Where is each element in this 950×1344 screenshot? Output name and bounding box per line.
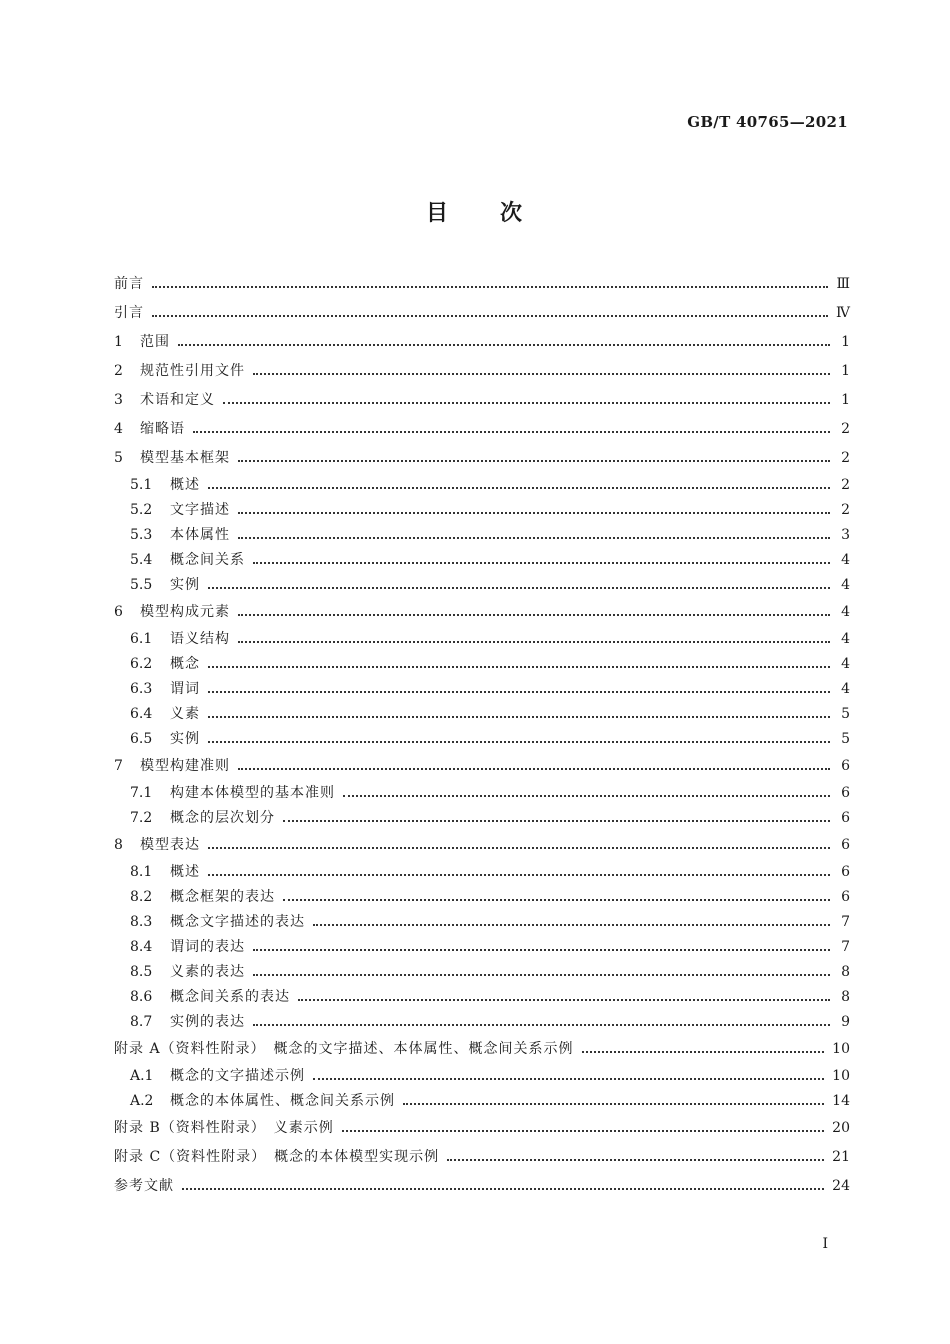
- toc-entry-label: 规范性引用文件: [140, 363, 245, 379]
- toc-entry-page: 6: [841, 837, 850, 853]
- toc-entry[interactable]: [114, 1010, 850, 1035]
- toc-entry-number: 2: [114, 363, 123, 379]
- toc-entry-number: 7: [114, 758, 123, 774]
- toc-dot-leader: [253, 372, 830, 375]
- toc-entry-label: 附录 A（资料性附录） 概念的文字描述、本体属性、概念间关系示例: [114, 1041, 574, 1057]
- toc-entry-label: 概念文字描述的表达: [170, 914, 305, 930]
- toc-entry[interactable]: [114, 357, 850, 386]
- toc-entry[interactable]: [114, 415, 850, 444]
- toc-entry-number: 3: [114, 392, 123, 408]
- toc-entry-page: 14: [832, 1093, 850, 1109]
- toc-entry-label: 缩略语: [140, 421, 185, 437]
- toc-entry-label: 实例的表达: [170, 1014, 245, 1030]
- toc-entry-number: 6.5: [130, 731, 153, 747]
- toc-entry-page: 1: [841, 392, 850, 408]
- toc-entry[interactable]: [114, 1114, 850, 1143]
- toc-entry-label: 义素的表达: [170, 964, 245, 980]
- toc-entry-number: 6.4: [130, 706, 153, 722]
- toc-entry[interactable]: [114, 752, 850, 781]
- toc-entry[interactable]: [114, 1143, 850, 1172]
- toc-dot-leader: [283, 819, 830, 822]
- toc-dot-leader: [238, 613, 830, 616]
- page-number: I: [822, 1236, 828, 1252]
- toc-entry-page: 7: [841, 939, 850, 955]
- toc-entry-number: 8: [114, 837, 123, 853]
- toc-entry[interactable]: [114, 627, 850, 652]
- toc-entry-page: 3: [841, 527, 850, 543]
- toc-entry-page: 24: [832, 1178, 850, 1194]
- toc-entry-label: 实例: [170, 731, 200, 747]
- toc-entry[interactable]: [114, 806, 850, 831]
- toc-entry-label: 概念间关系的表达: [170, 989, 290, 1005]
- toc-entry-number: 8.2: [130, 889, 153, 905]
- toc-dot-leader: [447, 1158, 824, 1161]
- toc-entry-page: 2: [841, 502, 850, 518]
- toc-entry-page: 7: [841, 914, 850, 930]
- toc-entry-label: 模型表达: [140, 837, 200, 853]
- toc-dot-leader: [208, 715, 830, 718]
- toc-entry-page: 6: [841, 785, 850, 801]
- toc-dot-leader: [208, 740, 830, 743]
- toc-dot-leader: [313, 923, 830, 926]
- toc-dot-leader: [208, 486, 830, 489]
- toc-entry-page: 2: [841, 477, 850, 493]
- toc-entry-page: 8: [841, 989, 850, 1005]
- toc-entry[interactable]: [114, 548, 850, 573]
- toc-dot-leader: [253, 561, 830, 564]
- toc-entry[interactable]: [114, 960, 850, 985]
- toc-entry-label: 谓词的表达: [170, 939, 245, 955]
- toc-entry-page: 4: [841, 631, 850, 647]
- table-of-contents: [114, 270, 850, 1201]
- toc-dot-leader: [152, 285, 828, 288]
- toc-entry-page: 20: [832, 1120, 850, 1136]
- toc-entry[interactable]: [114, 727, 850, 752]
- toc-dot-leader: [313, 1077, 824, 1080]
- toc-entry[interactable]: [114, 1172, 850, 1201]
- toc-dot-leader: [208, 665, 830, 668]
- toc-entry-page: 6: [841, 810, 850, 826]
- toc-dot-leader: [253, 1023, 830, 1026]
- toc-entry-label: 附录 B（资料性附录） 义素示例: [114, 1120, 334, 1136]
- toc-entry-label: 文字描述: [170, 502, 230, 518]
- toc-entry[interactable]: [114, 444, 850, 473]
- toc-entry[interactable]: [114, 1035, 850, 1064]
- toc-entry[interactable]: [114, 598, 850, 627]
- toc-dot-leader: [208, 586, 830, 589]
- toc-entry-number: 7.2: [130, 810, 153, 826]
- toc-entry-label: 附录 C（资料性附录） 概念的本体模型实现示例: [114, 1149, 440, 1165]
- toc-entry-label: 概念的层次划分: [170, 810, 275, 826]
- toc-entry[interactable]: [114, 328, 850, 357]
- toc-dot-leader: [193, 430, 830, 433]
- toc-dot-leader: [403, 1102, 824, 1105]
- toc-entry-page: 2: [841, 421, 850, 437]
- toc-entry[interactable]: [114, 935, 850, 960]
- toc-entry-number: 6.1: [130, 631, 153, 647]
- toc-entry-number: 6: [114, 604, 123, 620]
- toc-entry-number: A.2: [130, 1093, 154, 1109]
- toc-dot-leader: [342, 1129, 824, 1132]
- toc-entry-number: 8.5: [130, 964, 153, 980]
- toc-entry-label: 概念: [170, 656, 200, 672]
- toc-entry-number: 7.1: [130, 785, 153, 801]
- toc-entry-number: 5.3: [130, 527, 153, 543]
- toc-entry-label: 模型构建准则: [140, 758, 230, 774]
- toc-entry-label: 概念间关系: [170, 552, 245, 568]
- toc-entry-page: 10: [832, 1041, 850, 1057]
- toc-entry-page: 5: [841, 731, 850, 747]
- toc-entry-number: 8.3: [130, 914, 153, 930]
- toc-entry[interactable]: [114, 781, 850, 806]
- toc-dot-leader: [238, 511, 830, 514]
- toc-entry[interactable]: [114, 1089, 850, 1114]
- toc-entry-page: 2: [841, 450, 850, 466]
- toc-entry-page: 1: [841, 363, 850, 379]
- title-part-1: 目: [425, 201, 450, 226]
- toc-entry-label: 术语和定义: [140, 392, 215, 408]
- toc-entry[interactable]: [114, 473, 850, 498]
- toc-dot-leader: [298, 998, 830, 1001]
- toc-entry[interactable]: [114, 831, 850, 860]
- toc-entry-page: 4: [841, 604, 850, 620]
- toc-entry[interactable]: [114, 498, 850, 523]
- toc-entry-page: 4: [841, 552, 850, 568]
- toc-dot-leader: [582, 1050, 825, 1053]
- toc-dot-leader: [238, 767, 830, 770]
- toc-entry-label: 范围: [140, 334, 170, 350]
- toc-entry-page: 1: [841, 334, 850, 350]
- toc-dot-leader: [238, 459, 830, 462]
- toc-dot-leader: [253, 948, 830, 951]
- toc-entry[interactable]: [114, 573, 850, 598]
- standard-number: GB/T 40765—2021: [687, 113, 848, 131]
- toc-entry-number: 5.1: [130, 477, 153, 493]
- toc-entry-number: 8.7: [130, 1014, 153, 1030]
- toc-entry[interactable]: [114, 702, 850, 727]
- toc-entry-label: 语义结构: [170, 631, 230, 647]
- toc-entry-label: 本体属性: [170, 527, 230, 543]
- toc-entry-number: 5: [114, 450, 123, 466]
- toc-entry-label: 概念的文字描述示例: [170, 1068, 305, 1084]
- toc-dot-leader: [208, 846, 830, 849]
- toc-entry-page: 4: [841, 577, 850, 593]
- toc-entry[interactable]: [114, 270, 850, 299]
- toc-entry-label: 模型构成元素: [140, 604, 230, 620]
- toc-dot-leader: [283, 898, 830, 901]
- toc-entry-label: 前言: [114, 276, 144, 292]
- toc-dot-leader: [178, 343, 830, 346]
- toc-dot-leader: [238, 640, 830, 643]
- toc-entry-label: 概念框架的表达: [170, 889, 275, 905]
- toc-entry-number: 5.5: [130, 577, 153, 593]
- toc-entry-page: 10: [832, 1068, 850, 1084]
- toc-entry-number: 8.6: [130, 989, 153, 1005]
- toc-entry-number: 8.1: [130, 864, 153, 880]
- toc-entry[interactable]: [114, 860, 850, 885]
- toc-dot-leader: [253, 973, 830, 976]
- toc-entry-number: 1: [114, 334, 123, 350]
- toc-entry-page: Ⅳ: [836, 305, 850, 321]
- toc-dot-leader: [208, 690, 830, 693]
- toc-entry-label: 谓词: [170, 681, 200, 697]
- toc-entry-number: 4: [114, 421, 123, 437]
- toc-entry-number: 5.4: [130, 552, 153, 568]
- toc-entry-page: 6: [841, 864, 850, 880]
- toc-entry-page: 9: [841, 1014, 850, 1030]
- toc-entry[interactable]: [114, 985, 850, 1010]
- toc-entry-page: 6: [841, 758, 850, 774]
- toc-entry-page: 4: [841, 656, 850, 672]
- toc-dot-leader: [208, 873, 830, 876]
- toc-entry-label: 概念的本体属性、概念间关系示例: [170, 1093, 395, 1109]
- toc-entry-page: 5: [841, 706, 850, 722]
- toc-entry[interactable]: [114, 885, 850, 910]
- toc-entry-page: 21: [832, 1149, 850, 1165]
- toc-dot-leader: [343, 794, 830, 797]
- page-title: [0, 196, 950, 227]
- toc-entry-number: 8.4: [130, 939, 153, 955]
- toc-entry[interactable]: [114, 652, 850, 677]
- toc-entry[interactable]: [114, 299, 850, 328]
- toc-dot-leader: [238, 536, 830, 539]
- toc-entry-page: Ⅲ: [836, 276, 850, 292]
- toc-entry-label: 概述: [170, 477, 200, 493]
- toc-entry-label: 构建本体模型的基本准则: [170, 785, 335, 801]
- toc-entry-page: 4: [841, 681, 850, 697]
- toc-entry-label: 引言: [114, 305, 144, 321]
- toc-dot-leader: [182, 1187, 824, 1190]
- toc-dot-leader: [223, 401, 830, 404]
- toc-entry-number: 6.2: [130, 656, 153, 672]
- toc-entry-number: A.1: [130, 1068, 154, 1084]
- toc-entry[interactable]: [114, 1064, 850, 1089]
- toc-entry-number: 5.2: [130, 502, 153, 518]
- toc-entry-page: 6: [841, 889, 850, 905]
- toc-entry-page: 8: [841, 964, 850, 980]
- toc-entry-label: 概述: [170, 864, 200, 880]
- toc-entry-label: 参考文献: [114, 1178, 174, 1194]
- toc-dot-leader: [152, 314, 828, 317]
- toc-entry[interactable]: [114, 677, 850, 702]
- title-part-2: 次: [500, 201, 525, 226]
- toc-entry[interactable]: [114, 910, 850, 935]
- toc-entry[interactable]: [114, 523, 850, 548]
- toc-entry-number: 6.3: [130, 681, 153, 697]
- toc-entry-label: 义素: [170, 706, 200, 722]
- toc-entry-label: 实例: [170, 577, 200, 593]
- toc-entry-label: 模型基本框架: [140, 450, 230, 466]
- toc-entry[interactable]: [114, 386, 850, 415]
